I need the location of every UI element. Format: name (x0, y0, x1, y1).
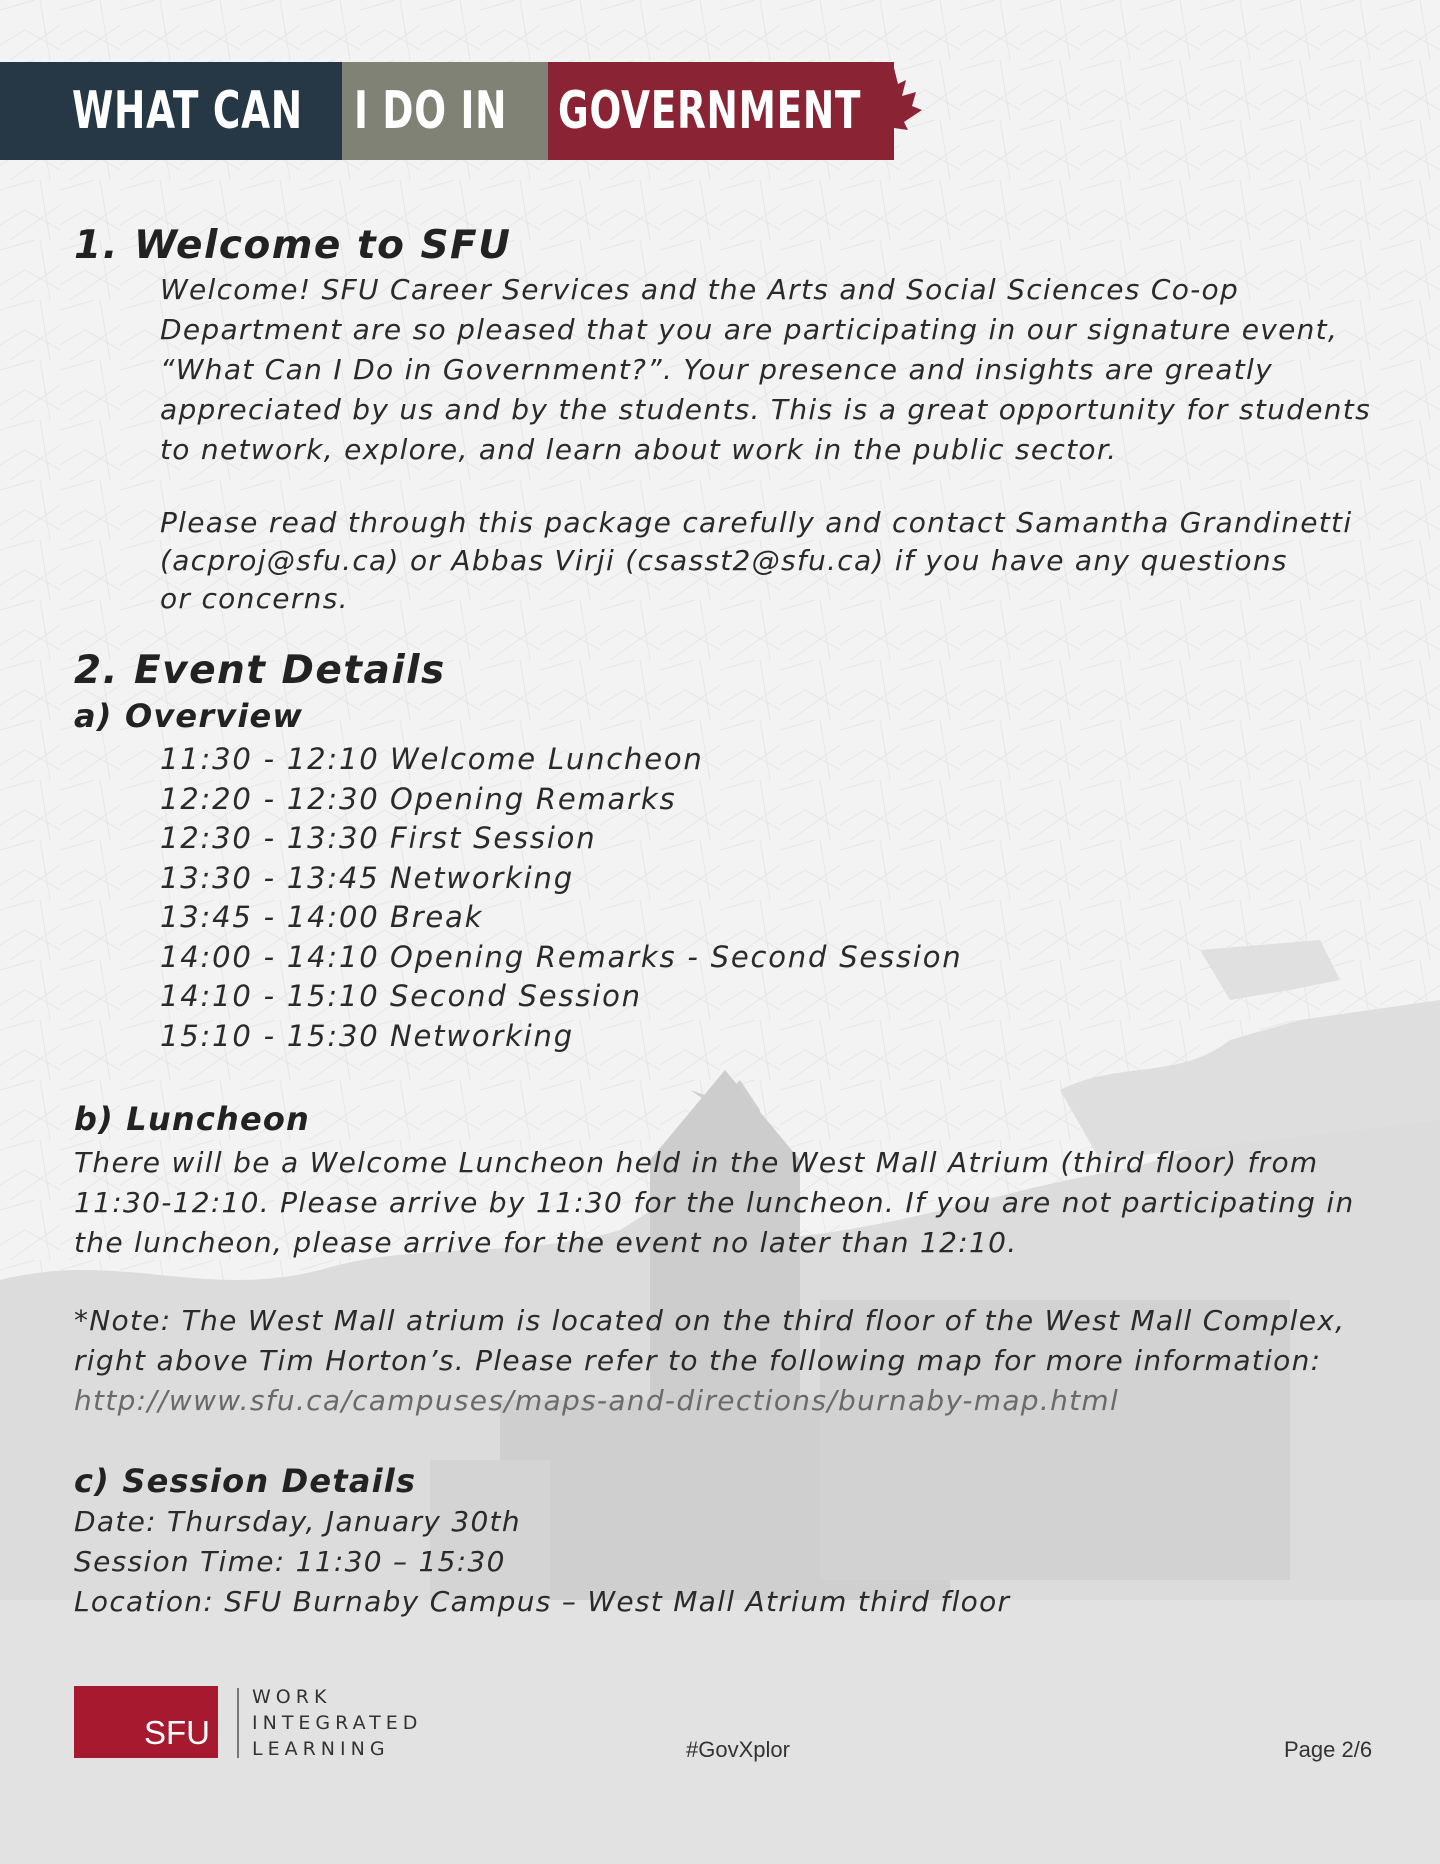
schedule-row (160, 859, 962, 899)
welcome-line: Department are so pleased that you are participating in our signature event, (160, 313, 1339, 346)
schedule-row (160, 1017, 962, 1057)
schedule-item: First Session (390, 821, 597, 855)
campus-map-link[interactable]: http://www.sfu.ca/campuses/maps-and-directions/burnaby-map.html (74, 1384, 1120, 1417)
schedule-time: 13:30 - 13:45 (160, 860, 380, 895)
luncheon-line: There will be a Welcome Luncheon held in the West Mall Atrium (third floor) from (74, 1146, 1319, 1179)
schedule-row (160, 898, 962, 938)
schedule-row (160, 819, 962, 859)
welcome-paragraph (160, 270, 1371, 470)
schedule-item: Break (390, 900, 484, 934)
schedule-time: 12:30 - 13:30 (160, 821, 380, 855)
section-heading-welcome: 1. Welcome to SFU (74, 223, 512, 268)
welcome-line: appreciated by us and by the students. This is a great opportunity for students (160, 393, 1371, 426)
session-location: Location: SFU Burnaby Campus – West Mall Atrium third floor (74, 1585, 1011, 1618)
contact-line: or concerns. (160, 582, 349, 615)
banner-segment-grey (342, 62, 548, 160)
schedule-list (160, 740, 962, 1056)
note-paragraph (74, 1301, 1345, 1421)
contact-paragraph (160, 504, 1352, 618)
luncheon-line: the luncheon, please arrive for the event no later than 12:10. (74, 1226, 1018, 1259)
contact-line: Please read through this package carefully and contact Samantha Grandinetti (160, 506, 1353, 539)
schedule-time: 11:30 - 12:10 (160, 742, 380, 776)
wordmark-line: INTEGRATED (252, 1712, 423, 1734)
sfu-logo-text: SFU (144, 1714, 210, 1751)
welcome-line: “What Can I Do in Government?”. Your presence and insights are greatly (160, 353, 1273, 386)
session-time: Session Time: 11:30 – 15:30 (74, 1545, 506, 1578)
banner-segment-red (548, 62, 894, 160)
subheading-luncheon: b) Luncheon (74, 1100, 311, 1138)
subheading-session-details: c) Session Details (74, 1462, 417, 1500)
schedule-item: Opening Remarks (390, 781, 677, 816)
schedule-item: Second Session (390, 979, 642, 1013)
schedule-row (160, 977, 962, 1017)
page-number: Page 2/6 (1284, 1737, 1373, 1762)
welcome-line: Welcome! SFU Career Services and the Arts and Social Sciences Co-op (160, 273, 1240, 306)
schedule-time: 15:10 - 15:30 (160, 1018, 380, 1053)
work-integrated-learning-wordmark (252, 1684, 422, 1762)
contact-line: (acproj@sfu.ca) or Abbas Virji (csasst2@sfu.ca) if you have any questions (160, 544, 1288, 577)
schedule-time: 14:00 - 14:10 (160, 939, 380, 974)
schedule-item: Networking (390, 1018, 574, 1053)
schedule-item: Welcome Luncheon (390, 742, 704, 776)
session-date: Date: Thursday, January 30th (74, 1505, 521, 1538)
event-hashtag: #GovXplor (686, 1737, 790, 1762)
session-details (74, 1502, 1010, 1622)
section-heading-event-details: 2. Event Details (74, 648, 446, 693)
schedule-time: 12:20 - 12:30 (160, 781, 380, 816)
note-line: *Note: The West Mall atrium is located on the third floor of the West Mall Complex, (74, 1304, 1346, 1337)
banner-text-what-can: WHAT CAN (72, 81, 303, 141)
luncheon-line: 11:30-12:10. Please arrive by 11:30 for the luncheon. If you are not participating in (74, 1186, 1355, 1219)
schedule-time: 13:45 - 14:00 (160, 900, 380, 934)
schedule-row (160, 740, 962, 780)
schedule-item: Opening Remarks - Second Session (390, 939, 963, 974)
schedule-row (160, 938, 962, 978)
subheading-overview: a) Overview (74, 697, 304, 735)
footer-divider (237, 1688, 239, 1758)
wordmark-line: LEARNING (252, 1738, 390, 1760)
schedule-item: Networking (390, 860, 574, 895)
banner-text-i-do-in: I DO IN (354, 81, 508, 141)
note-line: right above Tim Horton’s. Please refer to the following map for more information: (74, 1344, 1322, 1377)
schedule-time: 14:10 - 15:10 (160, 979, 380, 1013)
sfu-logo (74, 1686, 218, 1758)
wordmark-line: WORK (252, 1686, 332, 1708)
luncheon-paragraph (74, 1143, 1355, 1263)
maple-leaf-icon (882, 62, 938, 160)
welcome-line: to network, explore, and learn about work in the public sector. (160, 433, 1118, 466)
banner-text-government: GOVERNMENT (558, 81, 862, 141)
schedule-row (160, 780, 962, 820)
banner-segment-navy (0, 62, 342, 160)
event-title-banner (0, 62, 894, 160)
